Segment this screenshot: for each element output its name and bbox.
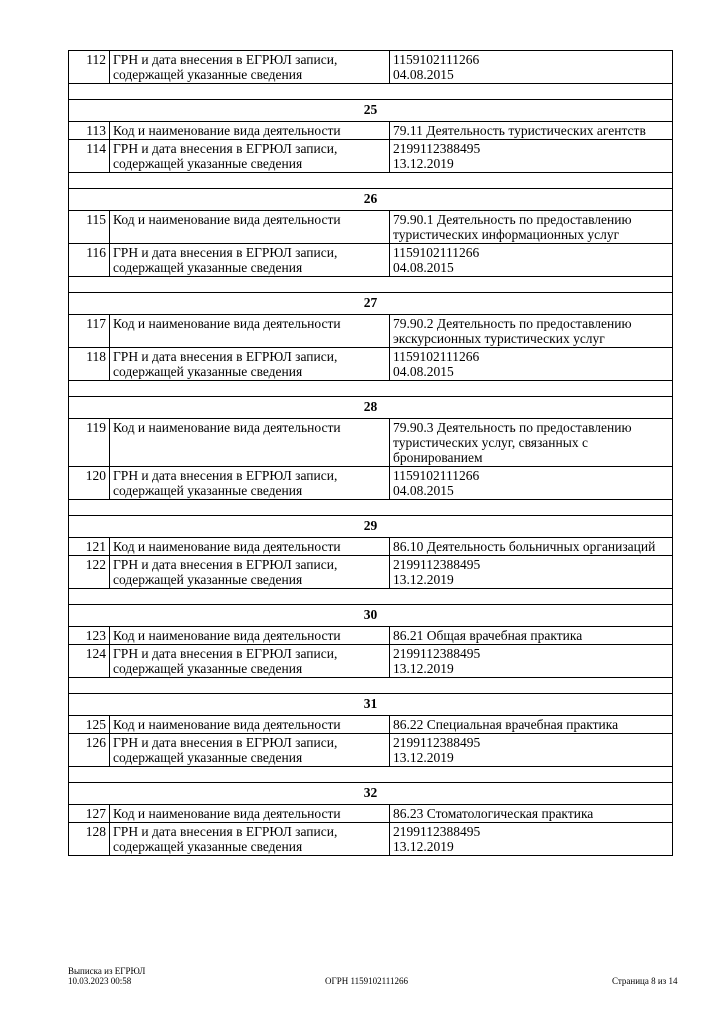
- table-row: [69, 419, 673, 467]
- table-row: [69, 734, 673, 767]
- field-value-line: 1159102111266: [393, 468, 480, 483]
- spacer-cell: [69, 84, 673, 100]
- spacer-cell: [69, 589, 673, 605]
- register-table-body: [69, 51, 673, 856]
- field-value-line: 04.08.2015: [393, 67, 454, 82]
- field-label: Код и наименование вида деятельности: [110, 315, 390, 348]
- field-label: ГРН и дата внесения в ЕГРЮЛ записи, содержащей указанные сведения: [110, 348, 390, 381]
- field-label: Код и наименование вида деятельности: [110, 122, 390, 140]
- spacer-row: [69, 678, 673, 694]
- spacer-row: [69, 589, 673, 605]
- field-value: [390, 244, 673, 277]
- field-value: [390, 140, 673, 173]
- field-value-line: 04.08.2015: [393, 364, 454, 379]
- row-number: 114: [69, 140, 110, 173]
- field-value-line: 79.90.1 Деятельность по предоставлению туристических информационных услуг: [393, 212, 632, 242]
- row-number: 117: [69, 315, 110, 348]
- row-number: 125: [69, 716, 110, 734]
- table-row: [69, 805, 673, 823]
- spacer-row: [69, 381, 673, 397]
- field-value-line: 2199112388495: [393, 141, 481, 156]
- field-label: ГРН и дата внесения в ЕГРЮЛ записи, содержащей указанные сведения: [110, 51, 390, 84]
- row-number: 121: [69, 538, 110, 556]
- spacer-cell: [69, 500, 673, 516]
- row-number: 112: [69, 51, 110, 84]
- field-value-line: 1159102111266: [393, 245, 480, 260]
- table-row: [69, 538, 673, 556]
- field-value: [390, 315, 673, 348]
- footer-ogrn: ОГРН 1159102111266: [325, 976, 408, 986]
- table-row: [69, 627, 673, 645]
- field-value-line: 79.11 Деятельность туристических агентств: [393, 123, 646, 138]
- field-label: ГРН и дата внесения в ЕГРЮЛ записи, содержащей указанные сведения: [110, 556, 390, 589]
- table-row: [69, 51, 673, 84]
- table-row: [69, 140, 673, 173]
- section-header-row: [69, 605, 673, 627]
- table-row: [69, 645, 673, 678]
- field-value: [390, 627, 673, 645]
- field-label: ГРН и дата внесения в ЕГРЮЛ записи, содержащей указанные сведения: [110, 734, 390, 767]
- field-label: ГРН и дата внесения в ЕГРЮЛ записи, содержащей указанные сведения: [110, 823, 390, 856]
- field-label: Код и наименование вида деятельности: [110, 211, 390, 244]
- row-number: 127: [69, 805, 110, 823]
- table-row: [69, 122, 673, 140]
- section-header-row: [69, 783, 673, 805]
- field-value: [390, 51, 673, 84]
- row-number: 122: [69, 556, 110, 589]
- section-header-row: [69, 397, 673, 419]
- field-label: Код и наименование вида деятельности: [110, 627, 390, 645]
- row-number: 113: [69, 122, 110, 140]
- table-row: [69, 348, 673, 381]
- field-value-line: 2199112388495: [393, 646, 481, 661]
- field-value: [390, 419, 673, 467]
- footer-doc-title: Выписка из ЕГРЮЛ: [68, 966, 146, 976]
- spacer-row: [69, 173, 673, 189]
- field-value-line: 2199112388495: [393, 735, 481, 750]
- section-header-row: [69, 189, 673, 211]
- row-number: 116: [69, 244, 110, 277]
- field-value: [390, 467, 673, 500]
- table-row: [69, 556, 673, 589]
- field-value: [390, 538, 673, 556]
- field-value: [390, 716, 673, 734]
- spacer-cell: [69, 173, 673, 189]
- table-row: [69, 315, 673, 348]
- row-number: 124: [69, 645, 110, 678]
- field-value-line: 13.12.2019: [393, 839, 454, 854]
- section-number: 27: [69, 293, 673, 315]
- field-label: ГРН и дата внесения в ЕГРЮЛ записи, содержащей указанные сведения: [110, 244, 390, 277]
- footer-page-number: Страница 8 из 14: [612, 976, 678, 986]
- field-label: Код и наименование вида деятельности: [110, 805, 390, 823]
- footer-left: [68, 966, 145, 986]
- field-value-line: 79.90.3 Деятельность по предоставлению туристических услуг, связанных с бронированием: [393, 420, 632, 465]
- row-number: 119: [69, 419, 110, 467]
- section-header-row: [69, 694, 673, 716]
- field-value: [390, 122, 673, 140]
- section-number: 28: [69, 397, 673, 419]
- row-number: 118: [69, 348, 110, 381]
- section-number: 31: [69, 694, 673, 716]
- field-value-line: 13.12.2019: [393, 156, 454, 171]
- section-number: 26: [69, 189, 673, 211]
- section-header-row: [69, 100, 673, 122]
- field-value: [390, 348, 673, 381]
- section-number: 29: [69, 516, 673, 538]
- section-number: 25: [69, 100, 673, 122]
- field-label: Код и наименование вида деятельности: [110, 716, 390, 734]
- field-value-line: 2199112388495: [393, 557, 481, 572]
- field-label: Код и наименование вида деятельности: [110, 538, 390, 556]
- section-number: 32: [69, 783, 673, 805]
- field-value-line: 79.90.2 Деятельность по предоставлению экскурсионных туристических услуг: [393, 316, 632, 346]
- field-value: [390, 211, 673, 244]
- row-number: 120: [69, 467, 110, 500]
- table-row: [69, 244, 673, 277]
- table-row: [69, 716, 673, 734]
- field-value-line: 86.23 Стоматологическая практика: [393, 806, 594, 821]
- register-document: [68, 50, 672, 856]
- register-table: [68, 50, 673, 856]
- field-value: [390, 556, 673, 589]
- field-value-line: 1159102111266: [393, 349, 480, 364]
- field-value-line: 13.12.2019: [393, 750, 454, 765]
- spacer-row: [69, 767, 673, 783]
- field-label: ГРН и дата внесения в ЕГРЮЛ записи, содержащей указанные сведения: [110, 140, 390, 173]
- section-number: 30: [69, 605, 673, 627]
- section-header-row: [69, 516, 673, 538]
- field-value-line: 2199112388495: [393, 824, 481, 839]
- field-value: [390, 734, 673, 767]
- spacer-row: [69, 500, 673, 516]
- field-label: Код и наименование вида деятельности: [110, 419, 390, 467]
- field-value-line: 86.21 Общая врачебная практика: [393, 628, 583, 643]
- table-row: [69, 823, 673, 856]
- field-value-line: 13.12.2019: [393, 661, 454, 676]
- section-header-row: [69, 293, 673, 315]
- table-row: [69, 467, 673, 500]
- spacer-cell: [69, 767, 673, 783]
- field-label: ГРН и дата внесения в ЕГРЮЛ записи, содержащей указанные сведения: [110, 645, 390, 678]
- field-value-line: 86.22 Специальная врачебная практика: [393, 717, 619, 732]
- field-value: [390, 805, 673, 823]
- field-value-line: 86.10 Деятельность больничных организаций: [393, 539, 656, 554]
- row-number: 123: [69, 627, 110, 645]
- row-number: 126: [69, 734, 110, 767]
- field-value-line: 04.08.2015: [393, 260, 454, 275]
- spacer-row: [69, 84, 673, 100]
- spacer-cell: [69, 678, 673, 694]
- row-number: 128: [69, 823, 110, 856]
- spacer-cell: [69, 277, 673, 293]
- footer-datetime: 10.03.2023 00:58: [68, 976, 132, 986]
- field-value-line: 13.12.2019: [393, 572, 454, 587]
- field-value-line: 1159102111266: [393, 52, 480, 67]
- field-label: ГРН и дата внесения в ЕГРЮЛ записи, содержащей указанные сведения: [110, 467, 390, 500]
- field-value: [390, 645, 673, 678]
- row-number: 115: [69, 211, 110, 244]
- field-value: [390, 823, 673, 856]
- table-row: [69, 211, 673, 244]
- spacer-cell: [69, 381, 673, 397]
- field-value-line: 04.08.2015: [393, 483, 454, 498]
- spacer-row: [69, 277, 673, 293]
